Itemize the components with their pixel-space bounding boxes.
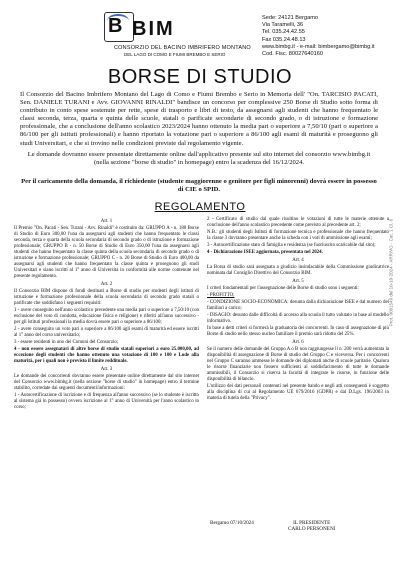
logo-text: BIM <box>132 18 175 40</box>
criterion-profitto: - PROFITTO; <box>207 293 235 298</box>
page-title: BORSE DI STUDIO <box>107 66 293 88</box>
list-item: 1 - avere conseguito nell'anno scolastico precedente una media pari o superiore a 7,50/10 (con esclusione del voto di condotta, educazione fisica e religione) e riferiti all'anno successivo - per gli istituti professionali la media dovrà essere pari o superiore a 86/100; <box>14 308 199 325</box>
list-item: 2 - Certificato di studio dal quale risultino le votazioni di tutte le materie ottenute a conclusione dell'anno scolastico precedente come previsto al precedente art. 2; <box>207 217 389 228</box>
contact-line: Via Taramelli, 36 <box>262 22 304 29</box>
list-item: 2 - avere conseguito un voto pari o superiore a 86/100 agli esami di maturità ed essere iscritti al 1° anno del corso universitario; <box>14 327 199 338</box>
regulation-title: REGOLAMENTO <box>154 201 246 213</box>
list-item: N.B.: gli studenti degli Istituti di formazione tecnica e professionale che hanno frequentato la classe 3 dovranno presentare anche la scheda con i voti di ammissione agli esami; <box>207 230 389 241</box>
article-heading: Art. 1 <box>100 219 113 224</box>
signatory-role: IL PRESIDENTE <box>293 520 331 526</box>
contact-line: Cod. Fisc. 80027640160 <box>262 51 323 58</box>
list-item: 3 - essere residenti in uno dei Comuni del Consorzio; <box>14 340 119 345</box>
regulation-right-column <box>207 217 389 403</box>
signatory-name: CARLO PERSONENI <box>288 526 336 533</box>
org-name-line2: DEL LAGO DI COMO E FIUMI BREMBO E SERIO <box>124 52 226 57</box>
submission-notice: Le domande dovranno essere presentate direttamente online dall'applicativo presente sul sito internet del consorzio www.bimbg.it (nella sezione "borse di studio" in homepage) entro la scadenza del 16/12/2024. <box>27 151 371 167</box>
list-item: 4 - non essere assegnatari di altre borse di studio statali superiori a euro 25.000,00, ad eccezione degli studenti che hanno ottenuto una votazione di 100 e 100 e Lode alla maturità, per i quali non è previsto il limite reddituale. <box>14 347 199 364</box>
article-text: Il Premio "On. Pacati - Sen. Turani - Avv. Rinaldi" è costituito da: GRUPPO A - n. 180 Borse di Studio di Euro 300,00 l'una da assegnarsi agli studenti che hanno frequentato le classi seconda, terza e quarta della scuola secondaria di secondo grado o di istruzione e formazione professionale; GRUPPO B - n. 50 Borse di Studio di Euro 350,00 l'una da assegnarsi agli studenti che hanno frequentato la classe quinta della scuola secondaria di secondo grado o di istruzione e formazione professionale; GRUPPO C - n. 20 Borse di Studio di Euro 400,00 da assegnarsi agli studenti che hanno frequentato la classe quinta e proseguono gli studi Universitari e siano iscritti al 1° anno di Università in conformità alle norme contenute nel presente regolamento. <box>14 226 199 279</box>
article-text: Le domande dei concorrenti dovranno essere presentate online direttamente dal sito internet del Consorzio www.bimbg.it (nella sezione "borse di studio" in homepage) entro il termine stabilito, corredate dai seguenti documenti/informazioni: <box>14 374 199 391</box>
protocol-text: Prot. 0001549 del 10-10-2024 - ARRIVO - Cat. 1 Cl. 6 <box>388 218 394 327</box>
article-heading: Art. 2 <box>100 282 113 287</box>
article-heading: Art. 5 <box>292 279 304 284</box>
article-text: In base a detti criteri si formerà la graduatoria dei concorrenti. In caso di assegnazione di più Borse di studio nello stesso nucleo familiare il premio sarà ridotto del 25%. <box>207 326 389 337</box>
criterion-disagio: - DISAGIO: desunto dalle difficoltà di accesso alla scuola il tutto valutato in base al modello informativo. <box>207 313 389 324</box>
article-heading: Art. 3 <box>100 367 113 372</box>
signatory <box>288 520 335 533</box>
article-text: Il Consorzio BIM dispone di fondi destinati a Borse di studio per studenti degli istituti di istruzione e formazione professionale della scuola secondaria di secondo grado statali o parificate che soddisfano i seguenti requisiti: <box>14 289 199 306</box>
org-name-line1: CONSORZIO DEL BACINO IMBRIFERO MONTANO <box>114 45 251 51</box>
article-heading: Art. 6 <box>292 340 304 345</box>
logo-letter: B <box>108 15 123 37</box>
place-date: Bergamo 07/10/2024 <box>210 520 254 526</box>
list-item: 4 - Dichiarazione ISEE aggiornata, presentata nel 2024. <box>207 250 323 255</box>
list-item: 1 - Autocertificazione di iscrizione e di frequenza all'anno successivo (se lo studente è iscritto al sistema già in possesso) ovvero iscrizione al 1° anno di Università per l'anno scolastico in corso; <box>14 393 199 410</box>
protocol-stamp <box>386 120 394 420</box>
contact-line: Fax 035.24.48.13 <box>262 36 306 43</box>
intro-paragraph: Il Consorzio del Bacino Imbrifero Montano del Lago di Como e Fiumi Brembo e Serio in Memoria dell' "On. TARCISIO PACATI, Sen. DANIELE TURANI e Avv. GIOVANNI RINALDI" bandisce un concorso per complessive 250 Borse di Studio sotto forma di contributo in conto spese sostenute per rette, spese di trasporto e libri di testo, da assegnarsi agli studenti che hanno frequentato le classi seconda, terza, quarta e quinta delle scuole, statali o parificate secondarie di secondo grado, o di istruzione e formazione professionale, che a conclusione dell'anno scolastico 2023/2024 hanno ottenuto la media pari o superiore a 7,50/10 (pari o superiore a 86/100 per gli istituti professionali) e hanno riportato la votazione pari o superiore a 86/100 agli esami di maturità e proseguono gli studi Universitari, e che si trovino nelle condizioni previste dal regolamento vigente. <box>20 91 378 147</box>
regulation-left-column <box>14 217 199 412</box>
article-text: La Borsa di studio sarà assegnata a giudizio insindacabile della Commissione giudicatrice nominata dal Consiglio Direttivo del Consorzio BIM. <box>207 265 389 276</box>
article-heading: Art. 4 <box>292 258 304 263</box>
contact-line: www.bimbg.it - e-mail: bimbergamo@bimbg.it <box>262 43 375 50</box>
criterion-condizione: - CONDIZIONE SOCIO-ECONOMICA: desunta dalla dichiarazione ISEE e dal numero dei familiari a carico; <box>207 300 389 311</box>
bim-logo <box>104 12 134 42</box>
article-text: Se il numero delle domande del Gruppo A o B non raggiungesse il n. 200 verrà aumentata la disponibilità di assegnazione di Borse di studio del Gruppo C e viceversa. Per i concorrenti nel Gruppo C saranno ammesse le domande dei diplomati anche di scuole paritarie. Qualora le risorse finanziarie non fossero sufficienti al soddisfacimento di tutte le domande ammissibili, il Consorzio si riserva la facoltà di integrare le risorse, in funzione delle disponibilità di bilancio. <box>207 347 389 382</box>
list-item: 3 - Autocertificazione stato di famiglia e residenza (se fuoriuscito scaricabile dal sito); <box>207 243 376 248</box>
contact-line: Sede: 24121 Bergamo <box>262 15 318 21</box>
identity-notice: Per il caricamento della domanda, il richiedente (studente maggiorenne o genitore per figli minorenni) dovrà essere in possesso di CIE o SPID. <box>21 178 377 194</box>
privacy-text: L'utilizzo dei dati personali contenuti nel presente bando e negli atti conseguenti è soggetto alla disciplina di cui al Regolamento UE 679/2016 (GDPR) e dal D.Lgs. 196/2003 in materia di tutela della "Privacy". <box>207 384 389 401</box>
article-text: I criteri fondamentali per l'assegnazione delle Borse di studio sono i seguenti: <box>207 286 359 291</box>
contact-line: Tel. 035.24.42.55 <box>262 29 305 36</box>
contact-block <box>262 15 375 58</box>
